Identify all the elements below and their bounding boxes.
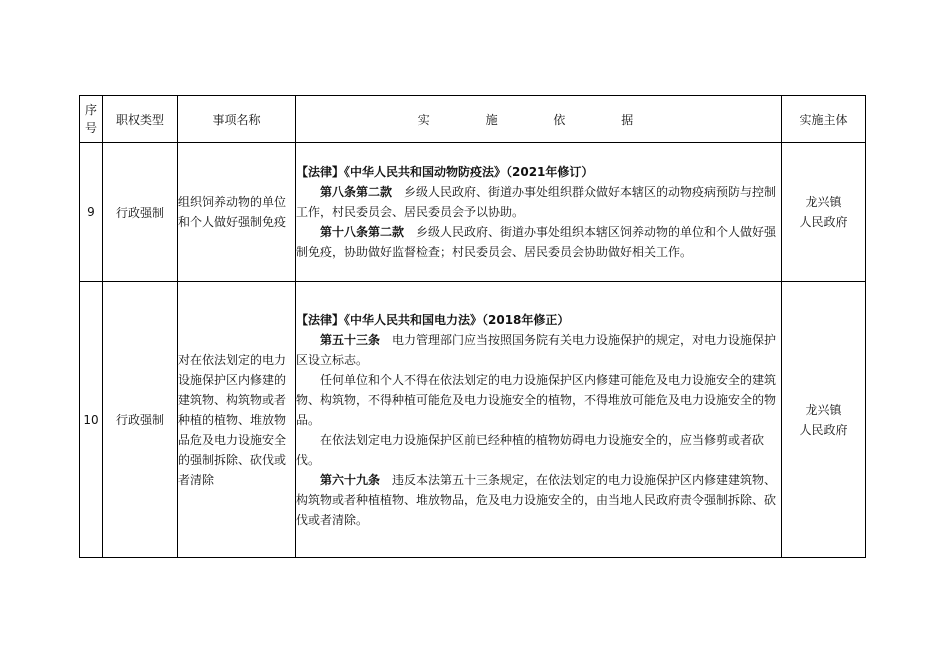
article-text: 电力管理部门应当按照国务院有关电力设施保护的规定，对电力设施保护区设立标志。 xyxy=(296,332,777,367)
law-paragraph xyxy=(296,182,781,222)
header-basis-label: 实 施 依 据 xyxy=(417,112,660,127)
law-paragraph xyxy=(296,370,781,430)
row-item-name: 组织饲养动物的单位和个人做好强制免疫 xyxy=(178,143,296,282)
subject-line1: 龙兴镇 xyxy=(805,195,842,209)
header-row xyxy=(80,96,866,143)
header-serial-line1: 序 xyxy=(84,103,97,117)
article-text: 在依法划定电力设施保护区前已经种植的植物妨碍电力设施安全的，应当修剪或者砍伐。 xyxy=(296,432,765,467)
article-text: 任何单位和个人不得在依法划定的电力设施保护区内修建可能危及电力设施安全的建筑物、构筑物，不得种植可能危及电力设施安全的植物，不得堆放可能危及电力设施安全的物品。 xyxy=(296,372,777,427)
law-paragraph xyxy=(296,470,781,530)
subject-line2: 人民政府 xyxy=(799,215,848,229)
table-row xyxy=(80,282,866,558)
law-title: 【法律】《中华人民共和国电力法》（2018年修正） xyxy=(296,312,570,327)
row-serial-number: 9 xyxy=(80,143,103,282)
header-subject: 实施主体 xyxy=(782,96,866,143)
subject-line1: 龙兴镇 xyxy=(805,402,842,417)
row-subject xyxy=(782,282,866,558)
authority-table xyxy=(79,95,866,558)
row-subject xyxy=(782,143,866,282)
row-authority-type: 行政强制 xyxy=(103,143,178,282)
row-item-name: 对在依法划定的电力设施保护区内修建的建筑物、构筑物或者种植的植物、堆放物品危及电力设施安全的强制拆除、砍伐或者清除 xyxy=(178,282,296,558)
law-paragraph xyxy=(296,430,781,470)
article-text: 乡级人民政府、街道办事处组织本辖区饲养动物的单位和个人做好强制免疫，协助做好监督检查；村民委员会、居民委员会协助做好相关工作。 xyxy=(296,225,777,259)
table-row xyxy=(80,143,866,282)
row-serial-number: 10 xyxy=(80,282,103,558)
header-serial-number xyxy=(80,96,103,143)
row-basis xyxy=(296,143,782,282)
article-number: 第十八条第二款 xyxy=(320,225,405,239)
law-paragraph xyxy=(296,222,781,262)
header-serial-line2: 号 xyxy=(84,121,97,135)
article-number: 第六十九条 xyxy=(320,472,381,487)
law-title: 【法律】《中华人民共和国动物防疫法》（2021年修订） xyxy=(296,165,594,179)
article-number: 第八条第二款 xyxy=(320,185,393,199)
header-authority-type: 职权类型 xyxy=(103,96,178,143)
row-authority-type: 行政强制 xyxy=(103,282,178,558)
row-basis xyxy=(296,282,782,558)
header-basis xyxy=(296,96,782,143)
article-number: 第五十三条 xyxy=(320,332,381,347)
law-paragraph xyxy=(296,330,781,370)
subject-line2: 人民政府 xyxy=(799,422,848,437)
header-item-name: 事项名称 xyxy=(178,96,296,143)
article-text: 违反本法第五十三条规定，在依法划定的电力设施保护区内修建建筑物、构筑物或者种植植物、堆放物品，危及电力设施安全的，由当地人民政府责令强制拆除、砍伐或者清除。 xyxy=(296,472,777,527)
article-text: 乡级人民政府、街道办事处组织群众做好本辖区的动物疫病预防与控制工作，村民委员会、居民委员会予以协助。 xyxy=(296,185,777,219)
